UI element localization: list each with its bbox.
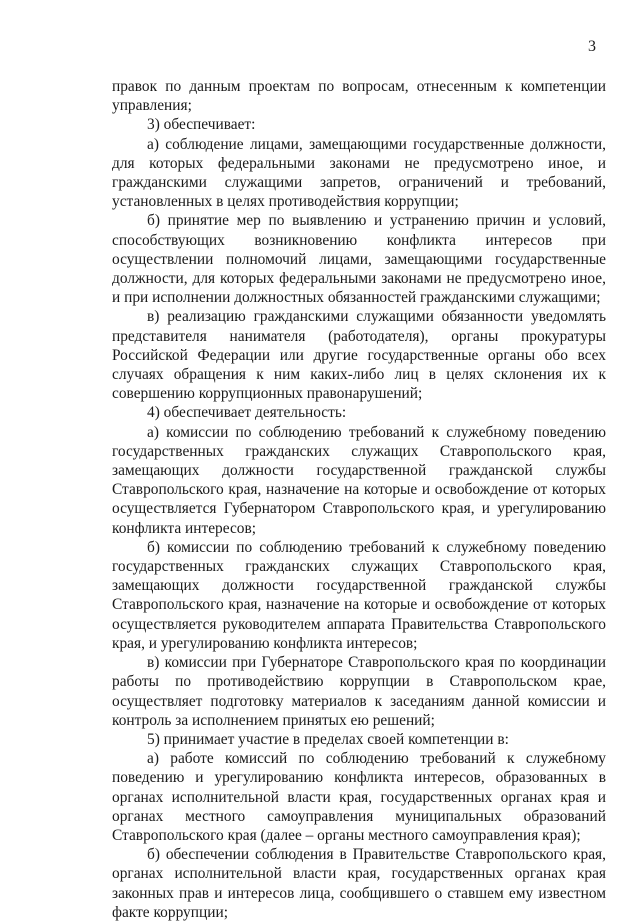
paragraph-item-4a: а) комиссии по соблюдению требований к служебному поведению государственных гражданских служащих Ставропольского края, замещающих должности государственной гражданской службы Ставропольского края, назначение на которые и освобождение от которых осуществляется Губернатором Ставропольского края, и урегулированию конфликта интересов; [112, 423, 606, 537]
paragraph-item-3b: б) принятие мер по выявлению и устранению причин и условий, способствующих возникновению конфликта интересов при осуществлении полномочий лицами, замещающими государственные должности, для которых федеральными законами не предусмотрено иное, и при исполнении должностных обязанностей гражданскими служащими; [112, 212, 606, 307]
paragraph-item-4c: в) комиссии при Губернаторе Ставропольского края по координации работы по противодействию коррупции в Ставропольском крае, осуществляет подготовку материалов к заседаниям данной комиссии и контроль за исполнением принятых ею решений; [112, 654, 606, 729]
paragraph-item-4b: б) комиссии по соблюдению требований к служебному поведению государственных гражданских служащих Ставропольского края, замещающих должности государственной гражданской службы Ставропольского края, назначение на которые и освобождение от которых осуществляется руководителем аппарата Правительства Ставропольского края, и урегулированию конфликта интересов; [112, 538, 606, 652]
paragraph-item-3: 3) обеспечивает: [147, 116, 256, 134]
paragraph-item-3a: а) соблюдение лицами, замещающими государственные должности, для которых федеральными законами не предусмотрено иное, и гражданскими служащими запретов, ограничений и требований, установленных в целях противодействия коррупции; [112, 135, 606, 211]
document-body [112, 77, 606, 922]
paragraph-item-3c: в) реализацию гражданскими служащими обязанности уведомлять представителя нанимателя (работодателя), органы прокуратуры Российской Федерации или другие государственные органы обо всех случаях обращения к ним каких-либо лиц в целях склонения их к совершению коррупционных правонарушений; [112, 308, 606, 403]
page-number: 3 [588, 38, 596, 55]
paragraph-item-4: 4) обеспечивает деятельность: [147, 404, 347, 422]
paragraph-item-5: 5) принимает участие в пределах своей компетенции в: [147, 730, 509, 748]
paragraph-item-5b: б) обеспечении соблюдения в Правительстве Ставропольского края, органах исполнительной власти края, государственных органах края законных прав и интересов лица, сообщившего о ставшем ему известном факте коррупции; [112, 846, 606, 921]
paragraph-item-5a: а) работе комиссий по соблюдению требований к служебному поведению и урегулированию конфликта интересов, образованных в органах исполнительной власти края, государственных органах края и органах местного самоуправления муниципальных образований Ставропольского края (далее – органы местного самоуправления края); [112, 750, 606, 844]
paragraph-continuation: правок по данным проектам по вопросам, отнесенным к компетенции управления; [112, 78, 606, 115]
